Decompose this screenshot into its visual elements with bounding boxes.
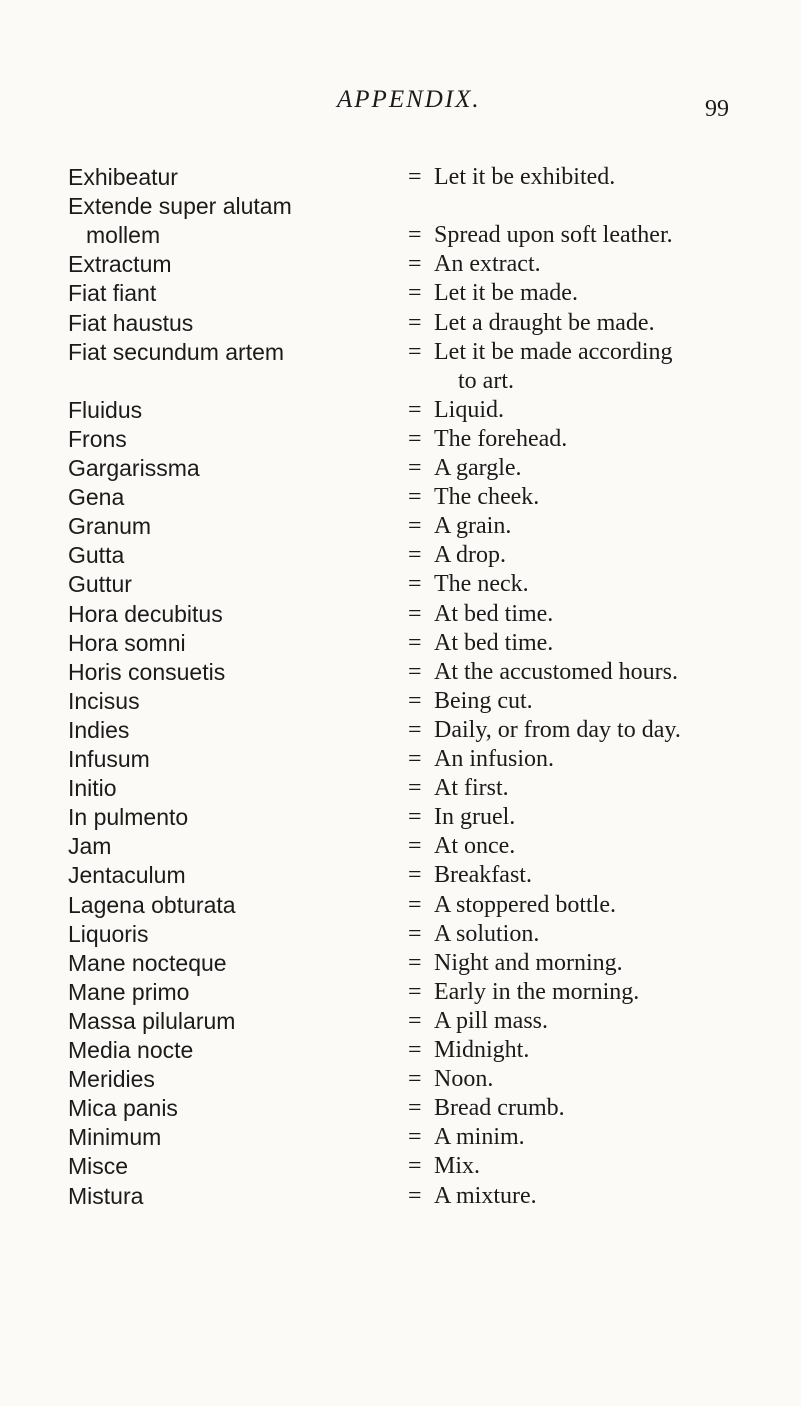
- equals-sign: =: [408, 251, 422, 277]
- latin-term: Fiat secundum artem: [68, 339, 285, 365]
- latin-term: Gena: [68, 484, 125, 510]
- english-meaning: A solution.: [434, 921, 540, 947]
- english-meaning: Night and morning.: [434, 950, 623, 976]
- latin-term: Infusum: [68, 746, 150, 772]
- english-meaning: Early in the morning.: [434, 979, 640, 1005]
- english-meaning: A stoppered bottle.: [434, 892, 616, 918]
- latin-term: Liquoris: [68, 921, 149, 947]
- english-meaning: Bread crumb.: [434, 1095, 565, 1121]
- equals-sign: =: [408, 833, 422, 859]
- latin-term: Jentaculum: [68, 862, 186, 888]
- equals-sign: =: [408, 1066, 422, 1092]
- english-meaning: Let it be made according: [434, 339, 673, 365]
- english-meaning: A grain.: [434, 513, 512, 539]
- english-meaning: The neck.: [434, 571, 529, 597]
- latin-term: Minimum: [68, 1124, 162, 1150]
- english-meaning-continuation: to art.: [458, 368, 514, 394]
- equals-sign: =: [408, 1095, 422, 1121]
- english-meaning: At once.: [434, 833, 516, 859]
- equals-sign: =: [408, 164, 422, 190]
- equals-sign: =: [408, 1037, 422, 1063]
- latin-term: Granum: [68, 513, 152, 539]
- equals-sign: =: [408, 426, 422, 452]
- latin-term: Incisus: [68, 688, 140, 714]
- equals-sign: =: [408, 1183, 422, 1209]
- latin-term: Media nocte: [68, 1037, 194, 1063]
- english-meaning: An infusion.: [434, 746, 554, 772]
- latin-term: Mane nocteque: [68, 950, 227, 976]
- english-meaning: A gargle.: [434, 455, 522, 481]
- latin-term: Fiat fiant: [68, 280, 157, 306]
- latin-term: Jam: [68, 833, 112, 859]
- equals-sign: =: [408, 1124, 422, 1150]
- latin-term: Guttur: [68, 571, 132, 597]
- equals-sign: =: [408, 397, 422, 423]
- english-meaning: A pill mass.: [434, 1008, 549, 1034]
- equals-sign: =: [408, 804, 422, 830]
- latin-term: Extractum: [68, 251, 172, 277]
- english-meaning: Midnight.: [434, 1037, 530, 1063]
- english-meaning: A mixture.: [434, 1183, 537, 1209]
- latin-term: Gutta: [68, 542, 125, 568]
- page-number: 99: [705, 96, 729, 122]
- english-meaning: A drop.: [434, 542, 506, 568]
- equals-sign: =: [408, 775, 422, 801]
- equals-sign: =: [408, 280, 422, 306]
- english-meaning: Let it be exhibited.: [434, 164, 616, 190]
- equals-sign: =: [408, 601, 422, 627]
- english-meaning: Noon.: [434, 1066, 494, 1092]
- latin-term: Initio: [68, 775, 117, 801]
- english-meaning: At bed time.: [434, 630, 554, 656]
- equals-sign: =: [408, 542, 422, 568]
- equals-sign: =: [408, 222, 422, 248]
- english-meaning: Liquid.: [434, 397, 504, 423]
- equals-sign: =: [408, 339, 422, 365]
- english-meaning: At bed time.: [434, 601, 554, 627]
- english-meaning: Breakfast.: [434, 862, 532, 888]
- latin-term: Misce: [68, 1153, 129, 1179]
- equals-sign: =: [408, 630, 422, 656]
- equals-sign: =: [408, 979, 422, 1005]
- latin-term: Fluidus: [68, 397, 143, 423]
- latin-term: Indies: [68, 717, 130, 743]
- equals-sign: =: [408, 659, 422, 685]
- latin-term: Hora decubitus: [68, 601, 223, 627]
- equals-sign: =: [408, 484, 422, 510]
- english-meaning: Mix.: [434, 1153, 481, 1179]
- equals-sign: =: [408, 746, 422, 772]
- equals-sign: =: [408, 310, 422, 336]
- latin-term: Frons: [68, 426, 127, 452]
- english-meaning: A minim.: [434, 1124, 525, 1150]
- equals-sign: =: [408, 1008, 422, 1034]
- latin-term: Mistura: [68, 1183, 144, 1209]
- latin-term: Fiat haustus: [68, 310, 194, 336]
- english-meaning: In gruel.: [434, 804, 516, 830]
- equals-sign: =: [408, 921, 422, 947]
- english-meaning: Daily, or from day to day.: [434, 717, 681, 743]
- equals-sign: =: [408, 892, 422, 918]
- english-meaning: At the accustomed hours.: [434, 659, 678, 685]
- latin-term: Mane primo: [68, 979, 190, 1005]
- latin-term: Exhibeatur: [68, 164, 178, 190]
- latin-term: Horis consuetis: [68, 659, 226, 685]
- equals-sign: =: [408, 571, 422, 597]
- running-title: APPENDIX.: [337, 86, 481, 113]
- english-meaning: Spread upon soft leather.: [434, 222, 673, 248]
- equals-sign: =: [408, 950, 422, 976]
- equals-sign: =: [408, 513, 422, 539]
- latin-term: Mica panis: [68, 1095, 178, 1121]
- equals-sign: =: [408, 688, 422, 714]
- equals-sign: =: [408, 1153, 422, 1179]
- latin-term-continuation: mollem: [86, 222, 161, 248]
- english-meaning: Being cut.: [434, 688, 533, 714]
- english-meaning: The forehead.: [434, 426, 568, 452]
- latin-term: Lagena obturata: [68, 892, 236, 918]
- english-meaning: At first.: [434, 775, 509, 801]
- latin-term: Gargarissma: [68, 455, 200, 481]
- english-meaning: Let a draught be made.: [434, 310, 655, 336]
- english-meaning: The cheek.: [434, 484, 540, 510]
- equals-sign: =: [408, 862, 422, 888]
- equals-sign: =: [408, 717, 422, 743]
- latin-term: In pulmento: [68, 804, 189, 830]
- latin-term: Extende super alutam: [68, 193, 292, 219]
- equals-sign: =: [408, 455, 422, 481]
- latin-term: Hora somni: [68, 630, 186, 656]
- latin-term: Massa pilularum: [68, 1008, 236, 1034]
- english-meaning: Let it be made.: [434, 280, 578, 306]
- english-meaning: An extract.: [434, 251, 541, 277]
- latin-term: Meridies: [68, 1066, 155, 1092]
